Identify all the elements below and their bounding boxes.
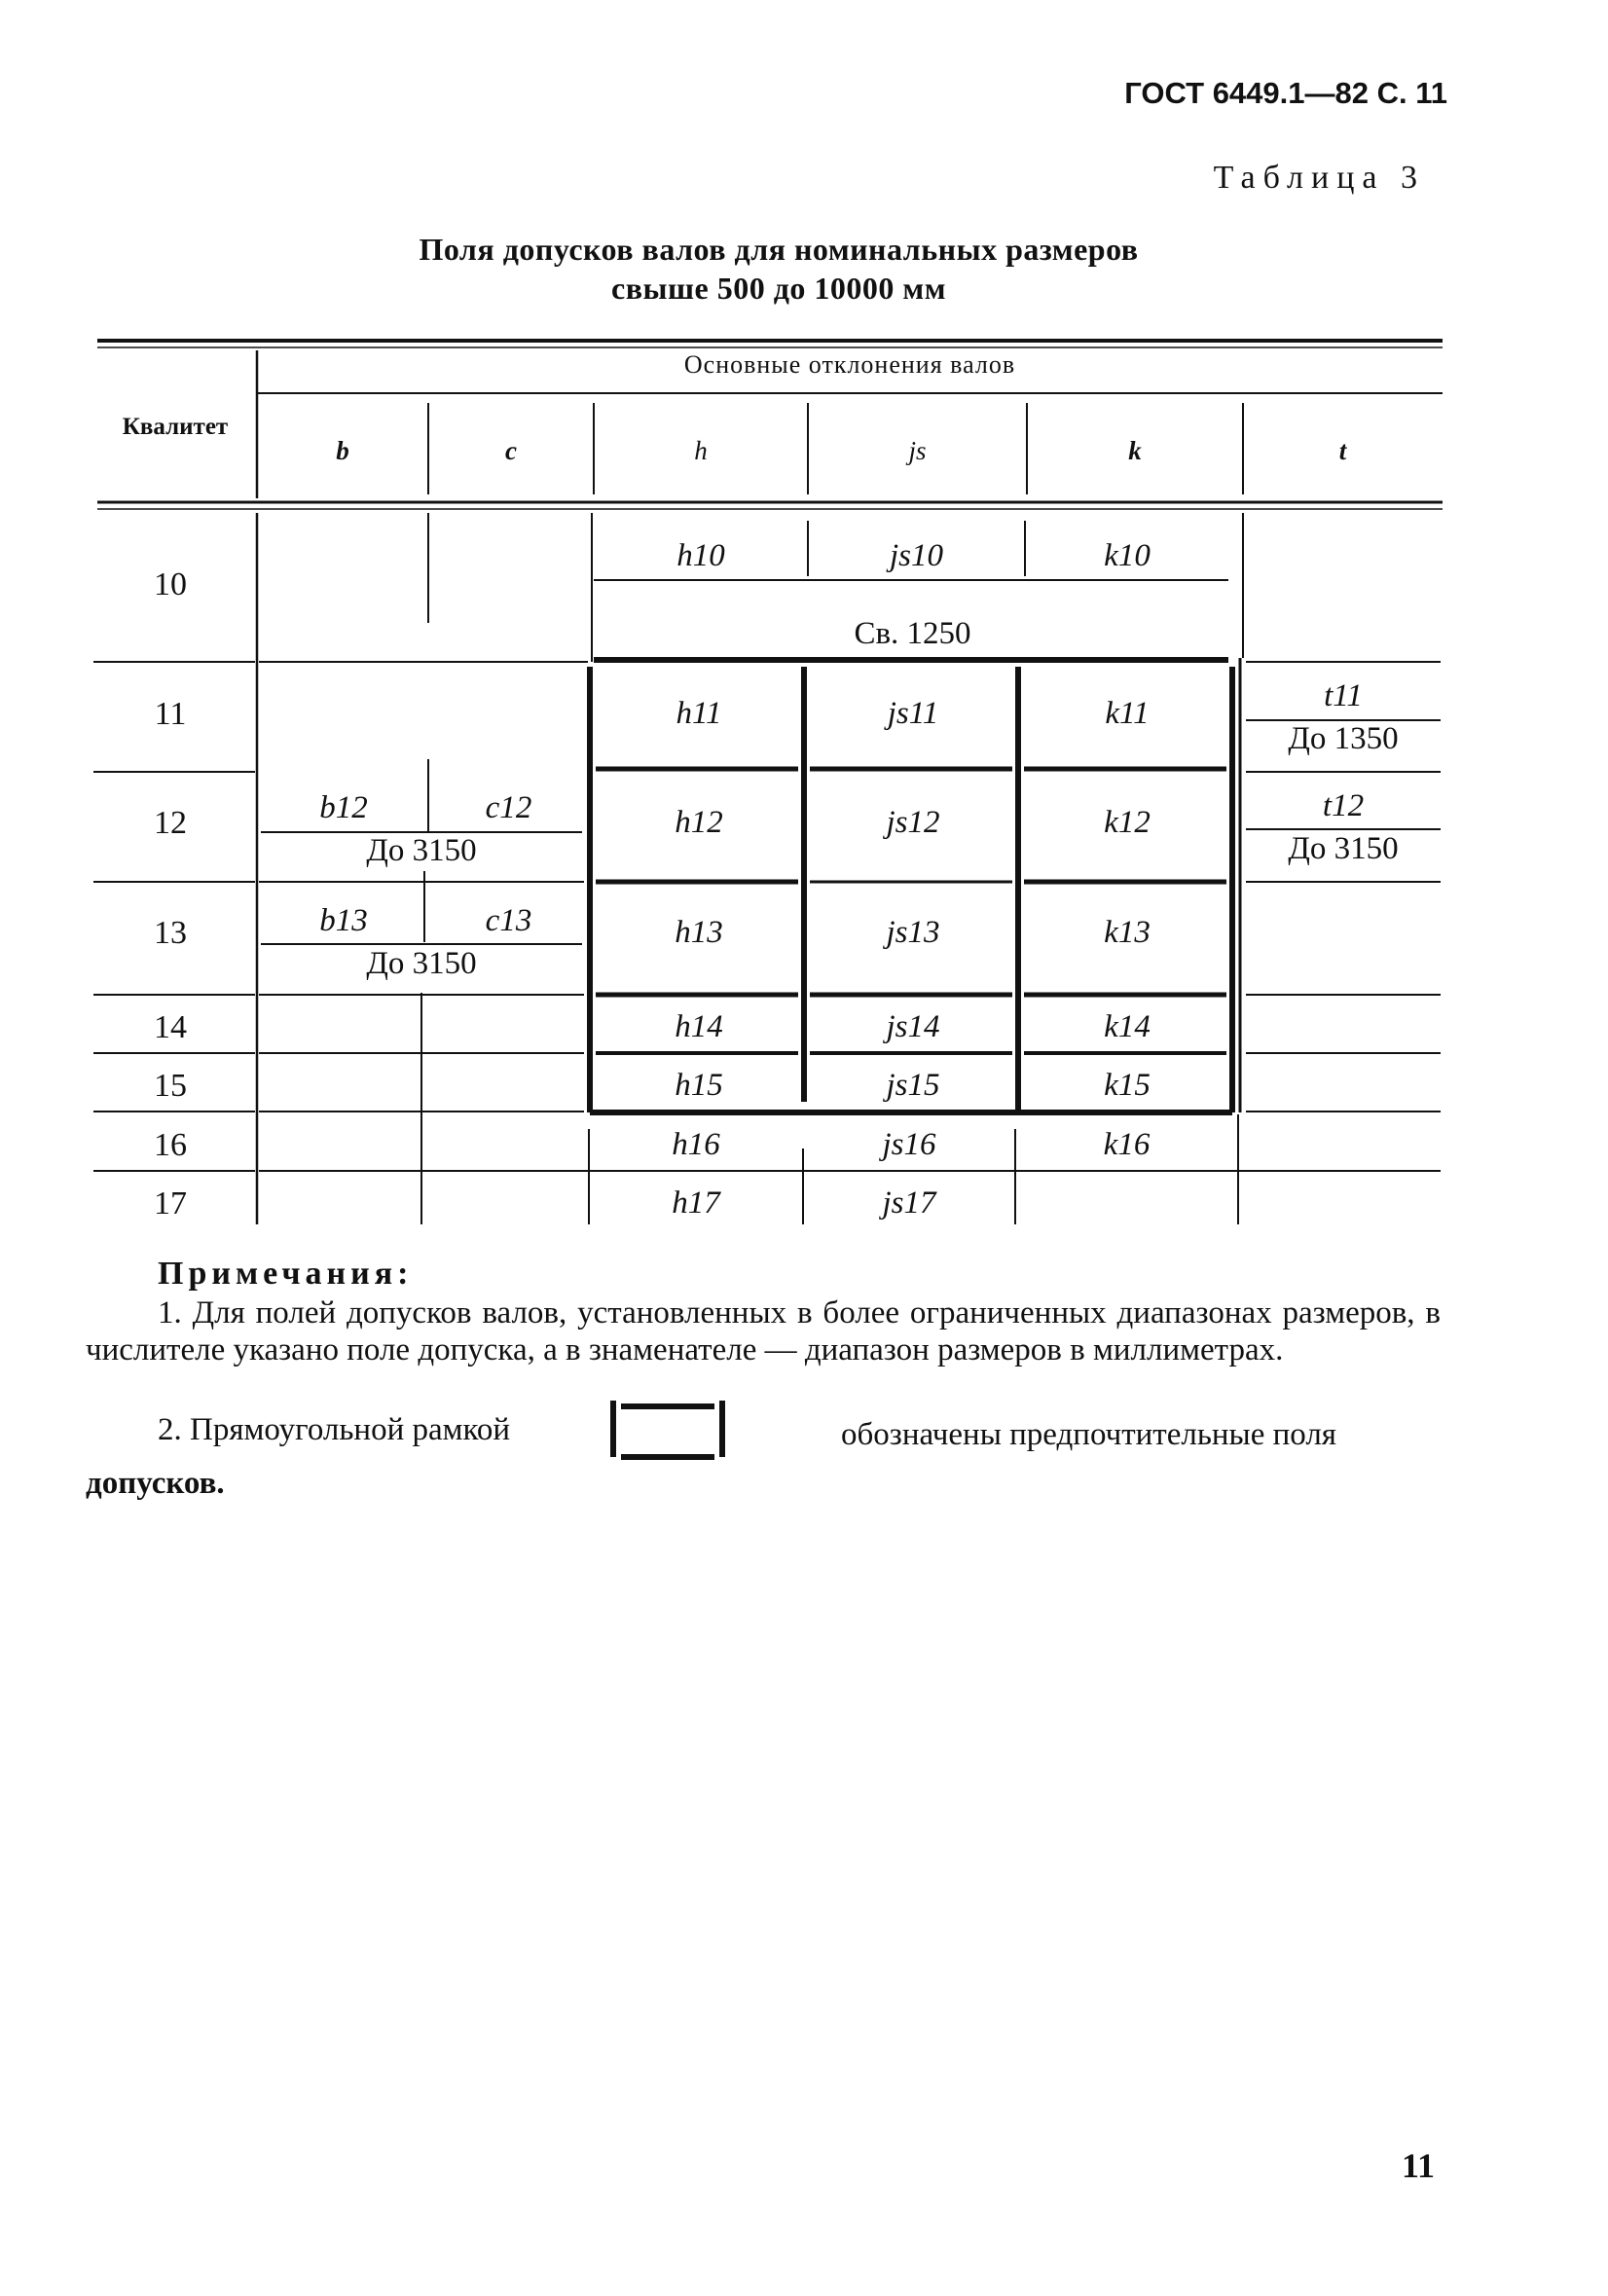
deviations-group-header: Основные отклонения валов [683, 350, 1016, 379]
grade-11: 11 [154, 696, 187, 732]
preferred-field-frame-sample [609, 1399, 726, 1463]
note-2-end: допусков. [86, 1466, 225, 1501]
grade-16: 16 [154, 1127, 187, 1163]
cell-h14: h14 [675, 1009, 723, 1044]
running-head: ГОСТ 6449.1—82 С. 11 [1124, 76, 1447, 110]
grade-14: 14 [154, 1009, 187, 1045]
cell-k16: k16 [1103, 1127, 1151, 1162]
cell-js17: js17 [882, 1185, 936, 1221]
cell-t12-range: До 3150 [1288, 831, 1399, 866]
cell-b12: b12 [319, 790, 368, 825]
table-label: Таблица 3 [1213, 160, 1425, 196]
cell-k14: k14 [1104, 1009, 1151, 1044]
cell-c12: c12 [485, 790, 532, 825]
grade-15: 15 [154, 1068, 187, 1104]
cell-bc12-range: До 3150 [366, 833, 477, 868]
cell-k12: k12 [1104, 805, 1151, 840]
cell-t11: t11 [1324, 678, 1363, 713]
grade-column-header: Квалитет [122, 414, 229, 440]
cell-b13: b13 [319, 903, 368, 938]
cell-js13: js13 [886, 915, 940, 950]
cell-h11: h11 [676, 696, 722, 731]
cell-js11: js11 [887, 696, 939, 731]
cell-t11-range: До 1350 [1288, 721, 1399, 756]
note-2-continuation: обозначены предпочтительные поля [841, 1417, 1336, 1452]
cell-range-over-1250: Св. 1250 [854, 616, 971, 651]
cell-h16: h16 [672, 1127, 720, 1162]
grade-13: 13 [154, 915, 187, 951]
grade-12: 12 [154, 805, 187, 841]
col-header-k: k [1128, 436, 1142, 465]
table-title-line1: Поля допусков валов для номинальных размеров [419, 232, 1139, 267]
cell-t12: t12 [1322, 788, 1365, 823]
cell-js14: js14 [886, 1009, 940, 1044]
grade-10: 10 [154, 566, 187, 602]
col-header-c: c [505, 436, 517, 465]
cell-k15: k15 [1104, 1068, 1151, 1103]
grade-17: 17 [154, 1185, 187, 1221]
col-header-b: b [336, 436, 349, 465]
notes-heading: Примечания: [158, 1256, 414, 1292]
cell-k10: k10 [1104, 538, 1151, 573]
cell-bc13-range: До 3150 [366, 946, 477, 981]
cell-js15: js15 [886, 1068, 940, 1103]
page-number: 11 [1401, 2146, 1435, 2185]
note-2-start: 2. Прямоугольной рамкой [158, 1412, 511, 1447]
cell-k11: k11 [1105, 696, 1150, 731]
cell-h17: h17 [672, 1185, 720, 1221]
cell-h10: h10 [676, 538, 725, 573]
cell-h15: h15 [675, 1068, 723, 1103]
cell-js16: js16 [882, 1127, 936, 1162]
cell-js10: js10 [889, 538, 943, 573]
table-title-line2: свыше 500 до 10000 мм [611, 271, 946, 306]
col-header-t: t [1338, 436, 1347, 465]
cell-c13: c13 [485, 903, 532, 938]
cell-k13: k13 [1104, 915, 1151, 950]
col-header-h: h [694, 436, 708, 465]
cell-js12: js12 [886, 805, 940, 840]
note-1: 1. Для полей допусков валов, установленных в более ограниченных диапазонах размеров, в числителе указано поле допуска, а в знаменателе — диапазон размеров в миллиметрах. [86, 1295, 1441, 1367]
cell-h13: h13 [675, 915, 723, 950]
cell-h12: h12 [675, 805, 723, 840]
col-header-js: js [908, 436, 927, 465]
